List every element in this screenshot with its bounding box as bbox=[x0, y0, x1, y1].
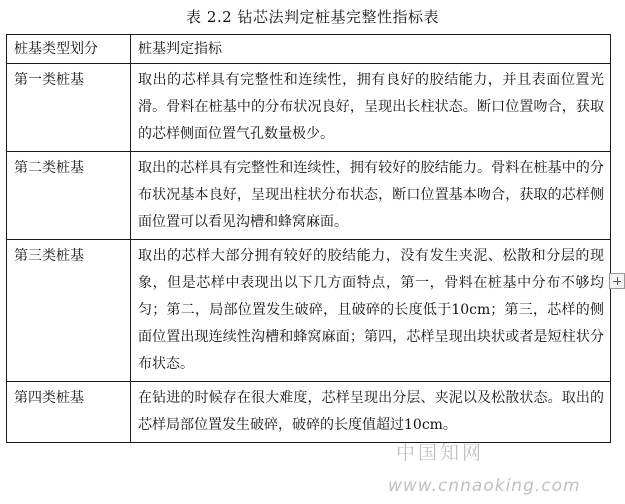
pile-type-cell: 第二类桩基 bbox=[7, 152, 131, 240]
criteria-cell: 取出的芯样具有完整性和连续性，拥有良好的胶结能力，并且表面位置光滑。骨料在桩基中的分布状况良好，呈现出长柱状态。断口位置吻合，获取的芯样侧面位置气孔数量极少。 bbox=[131, 64, 611, 152]
pile-type-cell: 第三类桩基 bbox=[7, 240, 131, 382]
table-header-row bbox=[7, 35, 611, 64]
criteria-cell: 取出的芯样大部分拥有较好的胶结能力，没有发生夹泥、松散和分层的现象，但是芯样中表现出以下几方面特点，第一，骨料在桩基中分布不够均匀；第二，局部位置发生破碎，且破碎的长度低于10cm；第三，芯样的侧面位置出现连续性沟槽和蜂窝麻面；第四，芯样呈现出块状或者是短柱状分布状态。 bbox=[131, 240, 611, 382]
pile-type-cell: 第四类桩基 bbox=[7, 382, 131, 443]
plus-icon[interactable] bbox=[609, 273, 625, 289]
header-pile-type: 桩基类型划分 bbox=[7, 35, 131, 64]
table-row bbox=[7, 240, 611, 382]
header-criteria: 桩基判定指标 bbox=[131, 35, 611, 64]
criteria-cell: 在钻进的时候存在很大难度，芯样呈现出分层、夹泥以及松散状态。取出的芯样局部位置发生破碎，破碎的长度值超过10cm。 bbox=[131, 382, 611, 443]
table-row bbox=[7, 64, 611, 152]
pile-integrity-table bbox=[6, 34, 611, 443]
table-row bbox=[7, 152, 611, 240]
watermark-url: www.cnnaoking.com bbox=[388, 476, 581, 496]
table-row bbox=[7, 382, 611, 443]
criteria-cell: 取出的芯样具有完整性和连续性，拥有较好的胶结能力。骨料在桩基中的分布状况基本良好，呈现出柱状分布状态，断口位置基本吻合，获取的芯样侧面位置可以看见沟槽和蜂窝麻面。 bbox=[131, 152, 611, 240]
watermark-text: 中国知网 bbox=[396, 442, 485, 464]
table-caption: 表 2.2 钻芯法判定桩基完整性指标表 bbox=[186, 8, 439, 26]
pile-type-cell: 第一类桩基 bbox=[7, 64, 131, 152]
